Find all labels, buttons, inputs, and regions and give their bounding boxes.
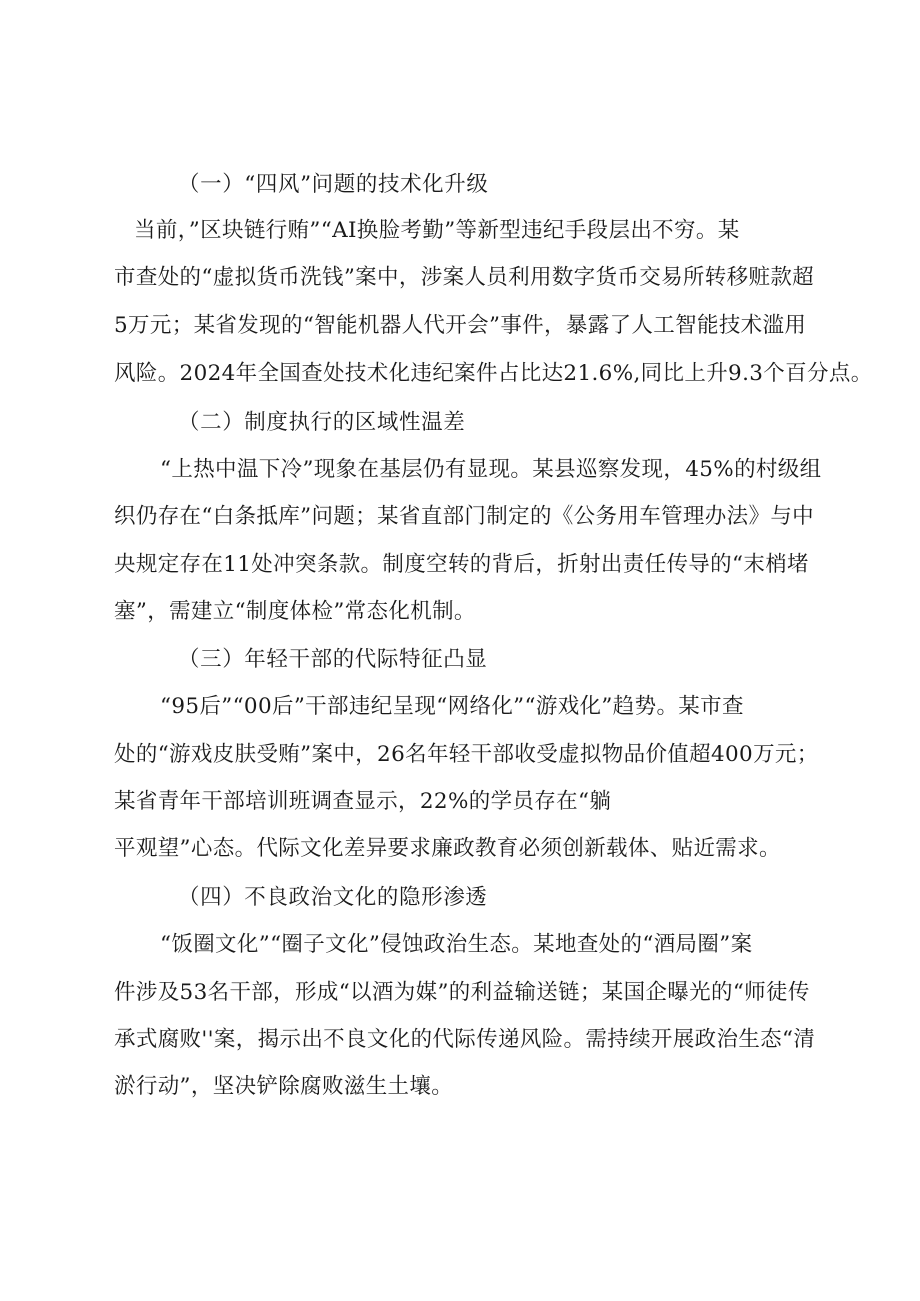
- paragraph-line: “饭圈文化”“圈子文化”侵蚀政治生态。某地查处的“酒局圈”案: [160, 932, 753, 957]
- paragraph-line: 塞”，需建立“制度体检”常态化机制。: [114, 599, 476, 624]
- paragraph-line: 件涉及53名干部，形成“以酒为媒”的利益输送链；某国企曝光的“师徒传: [114, 980, 810, 1005]
- paragraph-line: 5万元；某省发现的“智能机器人代开会”事件，暴露了人工智能技术滥用: [114, 313, 807, 338]
- paragraph-line: 当前，”区块链行贿”“AI换脸考勤”等新型违纪手段层出不穷。某: [134, 218, 740, 243]
- paragraph-line: 织仍存在“白条抵库”问题；某省直部门制定的《公务用车管理办法》与中: [114, 504, 815, 529]
- section-heading-3: （三）年轻干部的代际特征凸显: [178, 647, 488, 672]
- paragraph-line: 市查处的“虚拟货币洗钱”案中，涉案人员利用数字货币交易所转移赃款超: [114, 265, 815, 290]
- paragraph-line: 淤行动”，坚决铲除腐败滋生土壤。: [114, 1074, 454, 1099]
- paragraph-line: 承式腐败''案，揭示出不良文化的代际传递风险。需持续开展政治生态“清: [114, 1027, 816, 1052]
- paragraph-line: 某省青年干部培训班调查显示，22%的学员存在“躺: [114, 789, 612, 814]
- section-heading-2: （二）制度执行的区域性温差: [178, 410, 466, 435]
- paragraph-line: 平观望”心态。代际文化差异要求廉政教育必须创新载体、贴近需求。: [114, 836, 781, 861]
- paragraph-line: “95后”“00后”干部违纪呈现“网络化”“游戏化”趋势。某市查: [160, 694, 744, 719]
- paragraph-line: 央规定存在11处冲突条款。制度空转的背后，折射出责任传导的“末梢堵: [114, 552, 809, 577]
- paragraph-line: 风险。2024年全国查处技术化违纪案件占比达21.6%,同比上升9.3个百分点。: [114, 361, 873, 386]
- section-heading-1: （一）“四风”问题的技术化升级: [178, 172, 489, 197]
- paragraph-line: 处的“游戏皮肤受贿”案中，26名年轻干部收受虚拟物品价值超400万元；: [114, 742, 819, 767]
- paragraph-line: “上热中温下冷”现象在基层仍有显现。某县巡察发现，45%的村级组: [160, 457, 822, 482]
- section-heading-4: （四）不良政治文化的隐形渗透: [178, 885, 488, 910]
